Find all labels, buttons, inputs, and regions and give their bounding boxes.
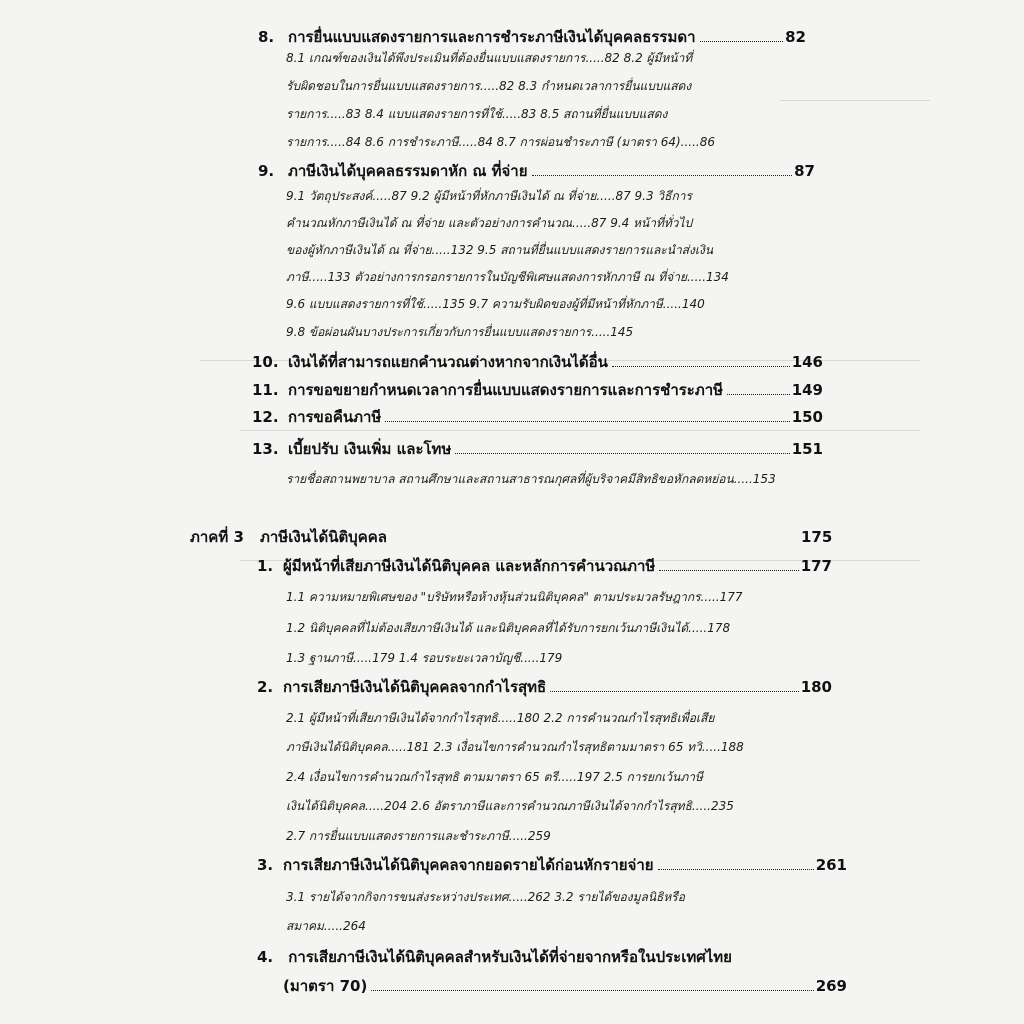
entry-title: การเสียภาษีเงินได้นิติบุคคลจากยอดรายได้ก่อนหักรายจ่าย: [283, 856, 654, 874]
sub-line: 9.1 วัตถุประสงค์.....87 9.2 ผู้มีหน้าที่หักภาษีเงินได้ ณ ที่จ่าย.....87 9.3 วิธีการ: [286, 189, 692, 203]
sub-line: รับผิดชอบในการยื่นแบบแสดงรายการ.....82 8.3 กำหนดเวลาการยื่นแบบแสดง: [286, 79, 692, 93]
entry-title: การเสียภาษีเงินได้นิติบุคคลสำหรับเงินได้ที่จ่ายจากหรือในประเทศไทย: [288, 948, 732, 966]
toc-entry-12[interactable]: [252, 410, 823, 425]
entry-page: 146: [791, 353, 823, 371]
entry-page: 150: [791, 408, 823, 426]
entry-number: 11.: [252, 381, 279, 399]
leader-dots: [532, 175, 793, 176]
leader-dots: [385, 421, 789, 422]
leader-dots: [658, 869, 814, 870]
sub-line: 1.1 ความหมายพิเศษของ "บริษัทหรือห้างหุ้นส่วนนิติบุคคล" ตามประมวลรัษฎากร.....177: [286, 590, 743, 604]
entry-page: 180: [800, 678, 832, 696]
entry-page: 269: [815, 977, 847, 995]
leader-dots: [700, 41, 784, 42]
leader-dots: [550, 691, 798, 692]
entry-page: 149: [791, 381, 823, 399]
entry-title: เงินได้ที่สามารถแยกคำนวณต่างหากจากเงินได้อื่น: [288, 353, 608, 371]
sub-line: 9.8 ข้อผ่อนผันบางประการเกี่ยวกับการยื่นแบบแสดงรายการ.....145: [286, 325, 634, 339]
entry-number: 3.: [257, 856, 274, 874]
sub-line: รายการ.....83 8.4 แบบแสดงรายการที่ใช้.....83 8.5 สถานที่ยื่นแบบแสดง: [286, 107, 668, 121]
sub-line: ภาษีเงินได้นิติบุคคล.....181 2.3 เงื่อนไขการคำนวณกำไรสุทธิตามมาตรา 65 ทวิ.....188: [286, 740, 744, 754]
entry-title: ภาษีเงินได้บุคคลธรรมดาหัก ณ ที่จ่าย: [288, 162, 528, 180]
toc-entry-p3-2[interactable]: [257, 680, 832, 695]
entry-number: 10.: [252, 353, 279, 371]
entry-title: การยื่นแบบแสดงรายการและการชำระภาษีเงินได้บุคคลธรรมดา: [288, 28, 696, 46]
entry-page: 261: [815, 856, 847, 874]
bleed-line: [240, 430, 920, 431]
entry-number: 8.: [258, 28, 275, 46]
entry-number: 1.: [257, 557, 274, 575]
toc-entry-8[interactable]: [258, 30, 806, 45]
entry-page: 87: [794, 162, 815, 180]
sub-line: 8.1 เกณฑ์ของเงินได้พึงประเมินที่ต้องยื่นแบบแสดงรายการ.....82 8.2 ผู้มีหน้าที่: [286, 51, 693, 65]
sub-line: 9.6 แบบแสดงรายการที่ใช้.....135 9.7 ความรับผิดของผู้ที่มีหน้าที่หักภาษี.....140: [286, 297, 705, 311]
sub-line: คำนวณหักภาษีเงินได้ ณ ที่จ่าย และตัวอย่างการคำนวณ.....87 9.4 หน้าที่ทั่วไป: [286, 216, 693, 230]
part-label: ภาคที่ 3: [190, 528, 244, 546]
toc-entry-p3-1[interactable]: [257, 559, 832, 574]
sub-line: ของผู้หักภาษีเงินได้ ณ ที่จ่าย.....132 9.5 สถานที่ยื่นแบบแสดงรายการและนำส่งเงิน: [286, 243, 714, 257]
toc-entry-p3-4[interactable]: [257, 950, 732, 965]
toc-entry-10[interactable]: [252, 355, 823, 370]
toc-entry-11[interactable]: [252, 383, 823, 398]
leader-dots: [371, 990, 813, 991]
leader-dots: [455, 453, 789, 454]
leader-dots: [659, 570, 798, 571]
entry-number: 9.: [258, 162, 275, 180]
entry-title: การขอคืนภาษี: [288, 408, 382, 426]
toc-entry-p3-4-cont[interactable]: [283, 979, 847, 994]
toc-entry-p3-3[interactable]: [257, 858, 847, 873]
sub-line: รายชื่อสถานพยาบาล สถานศึกษาและสถานสาธารณกุศลที่ผู้บริจาคมีสิทธิขอหักลดหย่อน.....153: [286, 472, 776, 486]
toc-entry-13[interactable]: [252, 442, 823, 457]
entry-page: 82: [785, 28, 806, 46]
entry-title: การขอขยายกำหนดเวลาการยื่นแบบแสดงรายการและการชำระภาษี: [288, 381, 724, 399]
entry-title-continued: (มาตรา 70): [283, 977, 368, 995]
entry-page: 177: [800, 557, 832, 575]
sub-line: 3.1 รายได้จากกิจการขนส่งระหว่างประเทศ.....262 3.2 รายได้ของมูลนิธิหรือ: [286, 890, 685, 904]
entry-number: 2.: [257, 678, 274, 696]
entry-number: 4.: [257, 948, 274, 966]
entry-page: 151: [791, 440, 823, 458]
entry-title: ผู้มีหน้าที่เสียภาษีเงินได้นิติบุคคล และหลักการคำนวณภาษี: [283, 557, 656, 575]
sub-line: 1.2 นิติบุคคลที่ไม่ต้องเสียภาษีเงินได้ และนิติบุคคลที่ได้รับการยกเว้นภาษีเงินได้.....178: [286, 621, 731, 635]
bleed-line: [780, 100, 930, 101]
sub-line: สมาคม.....264: [286, 919, 366, 933]
sub-line: ภาษี.....133 ตัวอย่างการกรอกรายการในบัญชีพิเศษแสดงการหักภาษี ณ ที่จ่าย.....134: [286, 270, 729, 284]
entry-number: 12.: [252, 408, 279, 426]
sub-line: 2.7 การยื่นแบบแสดงรายการและชำระภาษี.....259: [286, 829, 551, 843]
leader-dots: [612, 366, 790, 367]
sub-line: เงินได้นิติบุคคล.....204 2.6 อัตราภาษีและการคำนวณภาษีเงินได้จากกำไรสุทธิ.....235: [286, 799, 734, 813]
leader-dots: [727, 394, 790, 395]
entry-title: เบี้ยปรับ เงินเพิ่ม และโทษ: [288, 440, 452, 458]
toc-entry-9[interactable]: [258, 164, 815, 179]
sub-line: 2.1 ผู้มีหน้าที่เสียภาษีเงินได้จากกำไรสุทธิ.....180 2.2 การคำนวณกำไรสุทธิเพื่อเสีย: [286, 711, 715, 725]
entry-number: 13.: [252, 440, 279, 458]
entry-title: การเสียภาษีเงินได้นิติบุคคลจากกำไรสุทธิ: [283, 678, 547, 696]
part-page: 175: [801, 528, 833, 546]
sub-line: รายการ.....84 8.6 การชำระภาษี.....84 8.7 การผ่อนชำระภาษี (มาตรา 64).....86: [286, 135, 716, 149]
part-title[interactable]: ภาษีเงินได้นิติบุคคล: [260, 528, 387, 546]
sub-line: 1.3 ฐานภาษี.....179 1.4 รอบระยะเวลาบัญชี.....179: [286, 651, 563, 665]
sub-line: 2.4 เงื่อนไขการคำนวณกำไรสุทธิ ตามมาตรา 65 ตรี.....197 2.5 การยกเว้นภาษี: [286, 770, 703, 784]
